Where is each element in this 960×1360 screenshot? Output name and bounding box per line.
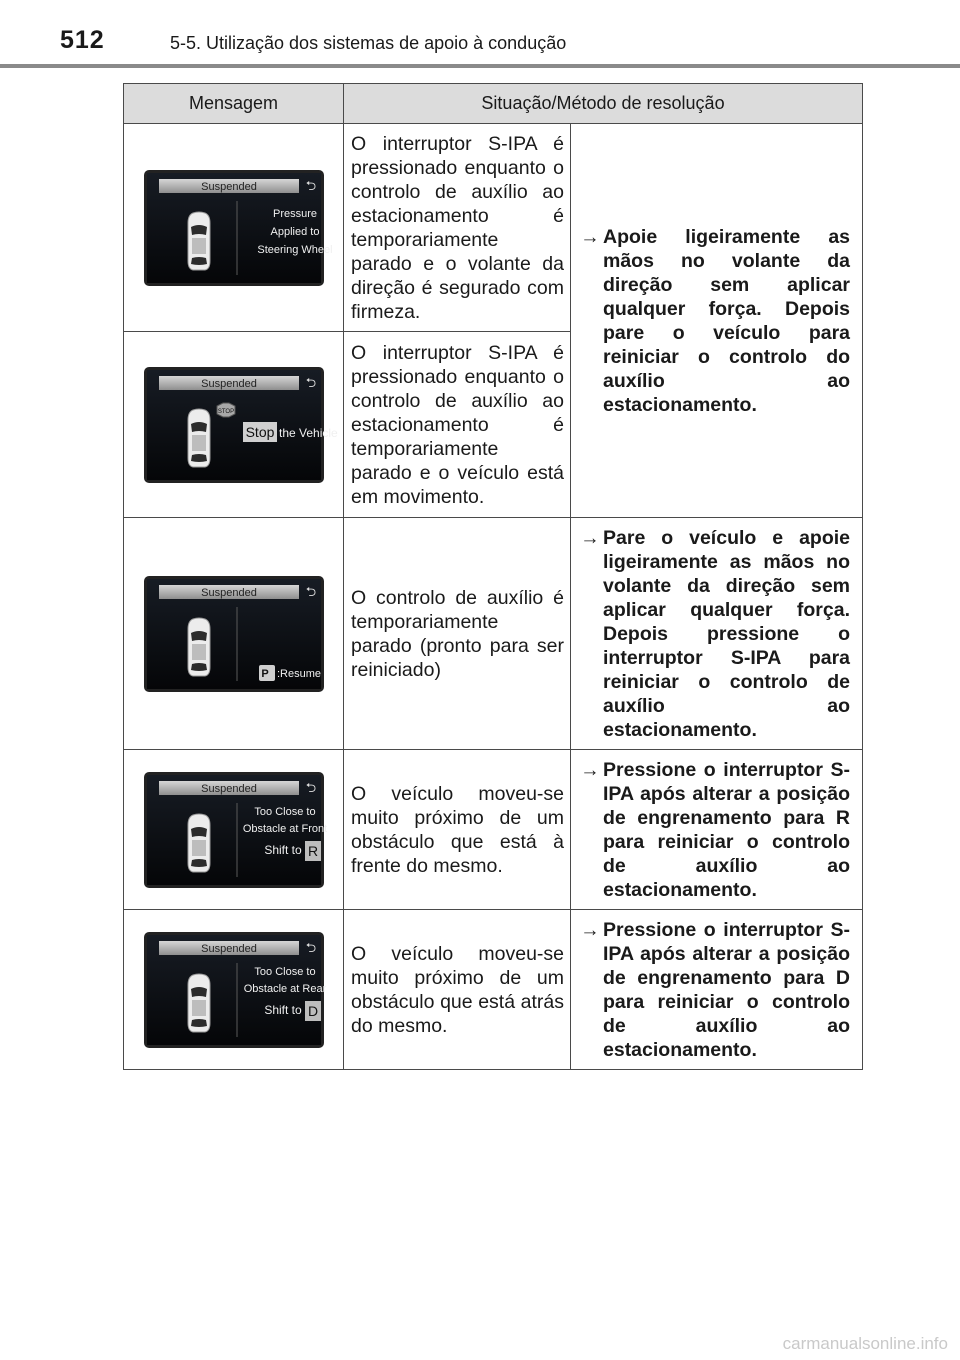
page-number: 512 [60, 26, 105, 54]
car-icon [188, 974, 210, 1032]
display-screen-resume [144, 576, 324, 692]
return-icon: ⮌ [305, 177, 316, 193]
svg-text:STOP: STOP [217, 408, 234, 415]
shift-label: Shift to [263, 842, 302, 857]
table-row [124, 750, 863, 910]
table-header-row [124, 84, 863, 124]
gear-indicator: R [307, 842, 318, 859]
stop-highlight: Stop [245, 423, 274, 440]
return-icon: ⮌ [305, 583, 316, 599]
car-icon [188, 618, 210, 676]
arrow-right-icon: → [580, 918, 600, 941]
suspended-label: Suspended [200, 782, 257, 795]
car-icon [188, 409, 210, 467]
resolution-cell [571, 910, 863, 1070]
suspended-label: Suspended [200, 942, 257, 955]
message-screen-cell [124, 124, 344, 332]
stop-sign-icon [217, 403, 235, 417]
message-description: O veículo moveu-se muito próximo de um obstáculo que está atrás do mesmo. [344, 910, 571, 1070]
resolution-cell [571, 124, 863, 518]
message-screen-cell [124, 750, 344, 910]
screen-message-line: Too Close to [253, 965, 316, 978]
car-icon [188, 212, 210, 270]
resolution-text: Pressione o interruptor S-IPA após alterar a posição de engrenamento para R para reiniciar o controlo de auxílio ao estacionamento. [603, 758, 851, 901]
shift-label: Shift to [263, 1002, 302, 1017]
display-screen-stop [144, 367, 338, 483]
message-description: O controlo de auxílio é temporariamente parado (pronto para ser reiniciado) [344, 518, 571, 750]
arrow-right-icon: → [580, 225, 600, 248]
resolution-text: Pressione o interruptor S-IPA após alterar a posição de engrenamento para D para reiniciar o controlo de auxílio ao estacionamento. [603, 918, 851, 1061]
resolution-text: Apoie ligeiramente as mãos no volante da direção sem aplicar qualquer força. Depois pare o veículo para reiniciar o controlo do auxílio ao estacionamento. [603, 225, 851, 416]
return-icon: ⮌ [305, 374, 316, 390]
return-icon: ⮌ [305, 779, 316, 795]
screen-message-line: Obstacle at Rear [243, 982, 326, 995]
gear-indicator: D [307, 1002, 318, 1019]
resolution-cell [571, 518, 863, 750]
suspended-label: Suspended [200, 377, 257, 390]
message-description: O interruptor S-IPA é pressionado enquanto o controlo de auxílio ao estacionamento é temporariamente parado e o volante da direção é segurado com firmeza. [344, 124, 571, 332]
resume-label: :Resume [276, 667, 321, 680]
parking-assist-icon: P [260, 667, 269, 680]
car-icon [188, 814, 210, 872]
screen-message-line: Steering Wheel [256, 243, 333, 256]
message-screen-cell [124, 910, 344, 1070]
message-screen-cell [124, 332, 344, 518]
screen-message-line: Obstacle at Front [242, 822, 327, 835]
table-row [124, 124, 863, 332]
column-header-message: Mensagem [124, 84, 344, 124]
table-row [124, 518, 863, 750]
table-row [124, 910, 863, 1070]
display-screen-rear-obstacle [144, 932, 324, 1048]
watermark: carmanualsonline.info [782, 1334, 948, 1353]
page-header [0, 0, 960, 68]
message-description: O veículo moveu-se muito próximo de um obstáculo que está à frente do mesmo. [344, 750, 571, 910]
arrow-right-icon: → [580, 526, 600, 549]
display-screen-pressure [144, 170, 333, 286]
screen-message-line: Applied to [270, 225, 319, 238]
screen-message-line: the Vehicle [278, 425, 338, 440]
screen-message-line: Too Close to [253, 805, 316, 818]
message-description: O interruptor S-IPA é pressionado enquanto o controlo de auxílio ao estacionamento é temporariamente parado e o veículo está em movimento. [344, 332, 571, 518]
message-table [123, 83, 863, 1070]
column-header-resolution: Situação/Método de resolução [344, 84, 863, 124]
resolution-text: Pare o veículo e apoie ligeiramente as mãos no volante da direção sem aplicar qualquer força. Depois pressione o interruptor S-IPA para reiniciar o controlo de auxílio ao estacionamento. [603, 526, 851, 741]
display-screen-front-obstacle [144, 772, 327, 888]
resolution-cell [571, 750, 863, 910]
screen-message-line: Pressure [272, 207, 317, 220]
section-title: 5-5. Utilização dos sistemas de apoio à condução [170, 33, 567, 53]
header-divider [0, 64, 960, 68]
suspended-label: Suspended [200, 586, 257, 599]
suspended-label: Suspended [200, 180, 257, 193]
return-icon: ⮌ [305, 939, 316, 955]
message-screen-cell [124, 518, 344, 750]
arrow-right-icon: → [580, 758, 600, 781]
